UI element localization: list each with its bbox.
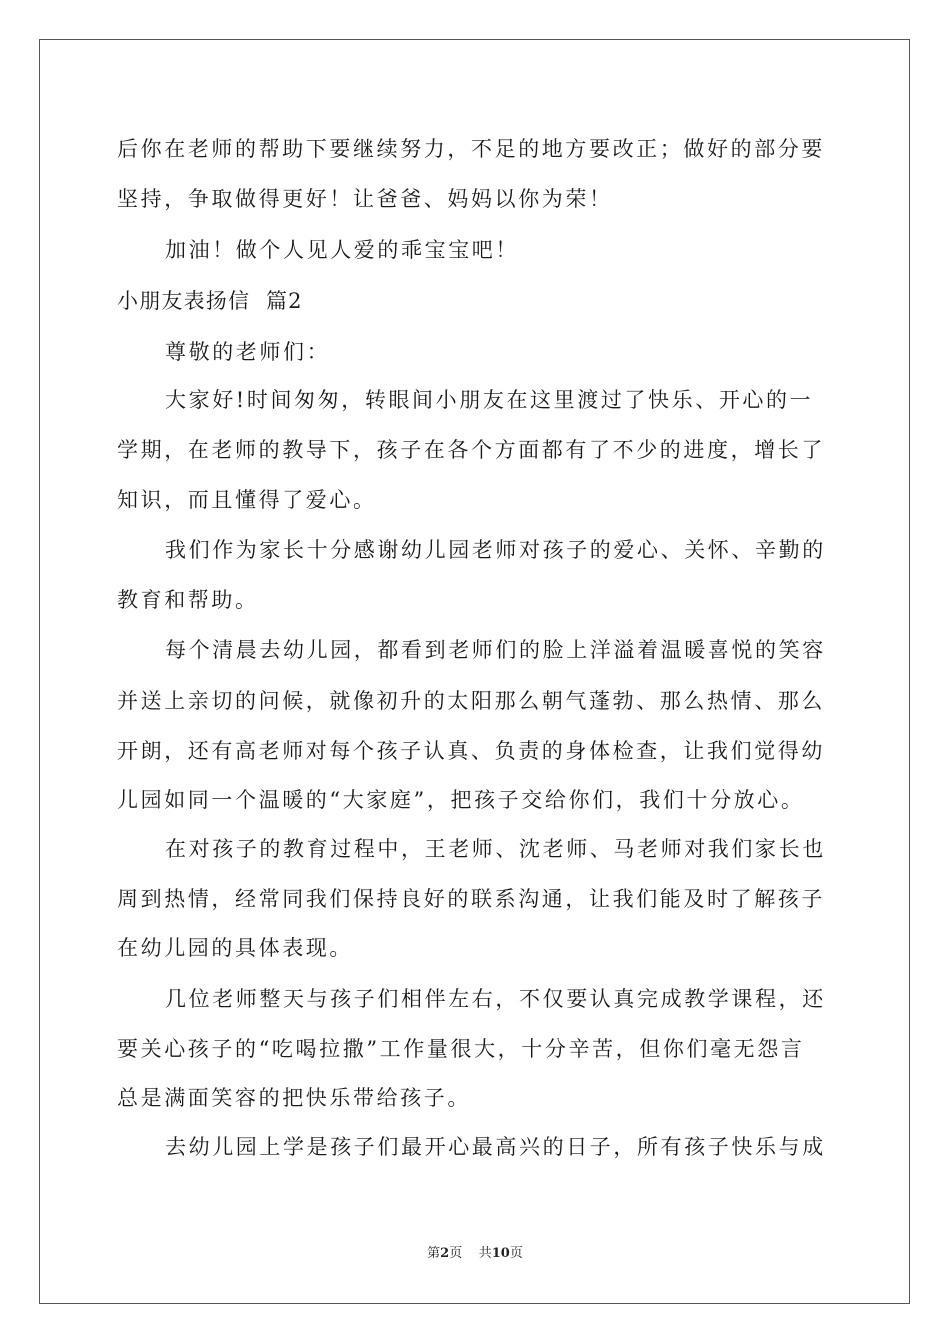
- text-line: 儿园如同一个温暖的“大家庭”，把孩子交给你们，我们十分放心。: [117, 788, 805, 812]
- text-line: 在幼儿园的具体表现。: [117, 936, 353, 960]
- text-line: 后你在老师的帮助下要继续努力，不足的地方要改正；做好的部分要: [117, 137, 825, 161]
- text-line: 教育和帮助。: [117, 588, 259, 612]
- paragraph-line: 加油！做个人见人爱的乖宝宝吧！: [165, 238, 519, 262]
- text-line: 周到热情，经常同我们保持良好的联系沟通，让我们能及时了解孩子: [117, 887, 825, 911]
- text-line: 要关心孩子的“吃喝拉撒”工作量很大，十分辛苦，但你们毫无怨言: [117, 1037, 805, 1061]
- total-suffix: 页: [509, 1246, 523, 1261]
- text-line: 并送上亲切的问候，就像初升的太阳那么朝气蓬勃、那么热情、那么: [117, 689, 825, 713]
- section-heading: 小朋友表扬信 篇2: [117, 289, 303, 313]
- total-pages: 10: [491, 1246, 510, 1261]
- paragraph-line: 我们作为家长十分感谢幼儿园老师对孩子的爱心、关怀、辛勤的: [165, 538, 826, 562]
- paragraph-line: 几位老师整天与孩子们相伴左右，不仅要认真完成教学课程，还: [165, 987, 826, 1011]
- paragraph-line: 每个清晨去幼儿园，都看到老师们的脸上洋溢着温暖喜悦的笑容: [165, 638, 826, 662]
- paragraph-line: 在对孩子的教育过程中，王老师、沈老师、马老师对我们家长也: [165, 837, 826, 861]
- text-line: 学期，在老师的教导下，孩子在各个方面都有了不少的进度，增长了: [117, 438, 825, 462]
- text-line: 坚持，争取做得更好！让爸爸、妈妈以你为荣！: [117, 187, 613, 211]
- salutation: 尊敬的老师们：: [165, 340, 331, 364]
- total-prefix: 共: [478, 1246, 492, 1261]
- page-border: [39, 39, 910, 1304]
- text-line: 开朗，还有高老师对每个孩子认真、负责的身体检查，让我们觉得幼: [117, 739, 825, 763]
- page-suffix: 页: [449, 1246, 463, 1261]
- text-line: 总是满面笑容的把快乐带给孩子。: [117, 1086, 471, 1110]
- paragraph-line: 大家好!时间匆匆，转眼间小朋友在这里渡过了快乐、开心的一: [165, 388, 814, 412]
- page-prefix: 第: [427, 1246, 441, 1261]
- paragraph-line: 去幼儿园上学是孩子们最开心最高兴的日子，所有孩子快乐与成: [165, 1135, 826, 1159]
- text-line: 知识，而且懂得了爱心。: [117, 488, 377, 512]
- page-number: 2: [440, 1246, 450, 1261]
- page-footer: [0, 1246, 950, 1262]
